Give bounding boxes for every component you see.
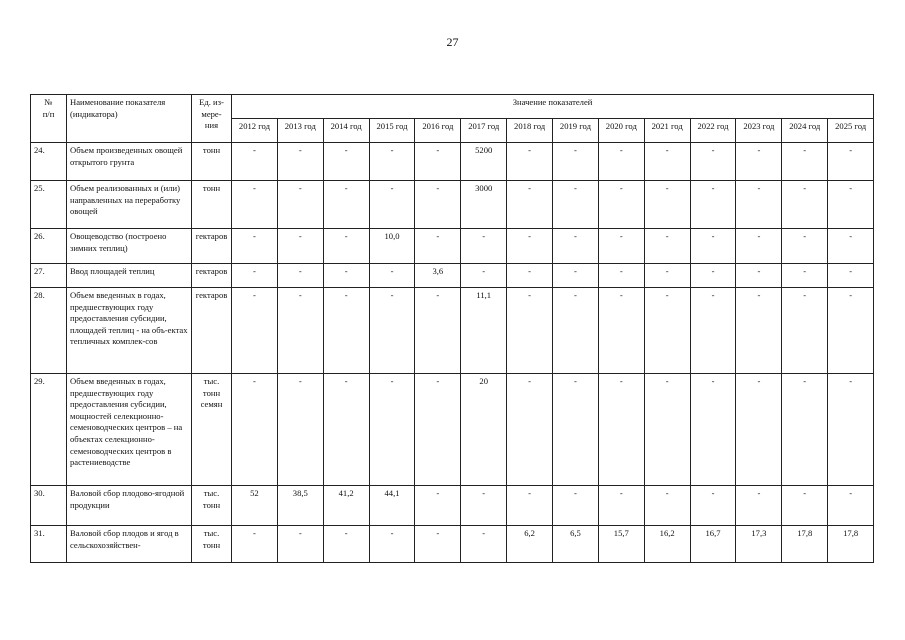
indicator-value: 52 xyxy=(232,486,278,526)
indicator-value: - xyxy=(232,181,278,229)
indicator-value: - xyxy=(369,526,415,563)
indicator-value: 6,5 xyxy=(553,526,599,563)
indicator-value: - xyxy=(644,374,690,486)
indicator-value: - xyxy=(232,374,278,486)
indicator-value: - xyxy=(736,143,782,181)
indicator-value: 16,7 xyxy=(690,526,736,563)
unit-of-measure: тонн xyxy=(192,181,232,229)
header-year: 2013 год xyxy=(277,119,323,143)
table-row xyxy=(31,181,874,229)
indicator-value: - xyxy=(828,486,874,526)
indicator-value: - xyxy=(553,374,599,486)
indicator-value: - xyxy=(598,143,644,181)
indicator-value: - xyxy=(782,181,828,229)
header-year: 2018 год xyxy=(507,119,553,143)
indicator-value: 16,2 xyxy=(644,526,690,563)
indicator-value: - xyxy=(598,486,644,526)
header-year: 2024 год xyxy=(782,119,828,143)
header-year: 2014 год xyxy=(323,119,369,143)
table-body xyxy=(31,143,874,563)
row-number: 30. xyxy=(31,486,67,526)
indicator-name: Валовой сбор плодово-ягодной продукции xyxy=(67,486,192,526)
indicator-value: - xyxy=(369,264,415,288)
indicator-name: Объем введенных в годах, предшествующих году предоставления субсидии, площадей теплиц - на объ-ектах тепличных комплек-сов xyxy=(67,288,192,374)
indicator-value: - xyxy=(415,288,461,374)
indicator-value: - xyxy=(507,486,553,526)
indicator-value: - xyxy=(277,143,323,181)
unit-of-measure: тонн xyxy=(192,143,232,181)
indicator-value: - xyxy=(323,526,369,563)
indicator-value: - xyxy=(369,181,415,229)
indicator-value: - xyxy=(782,288,828,374)
indicator-value: - xyxy=(232,229,278,264)
indicator-value: 17,8 xyxy=(828,526,874,563)
unit-of-measure: гектаров xyxy=(192,288,232,374)
indicator-value: - xyxy=(553,181,599,229)
indicator-value: - xyxy=(277,181,323,229)
indicator-value: - xyxy=(598,229,644,264)
indicator-value: - xyxy=(598,264,644,288)
indicator-value: 6,2 xyxy=(507,526,553,563)
indicator-value: - xyxy=(369,374,415,486)
indicator-value: 11,1 xyxy=(461,288,507,374)
indicator-value: - xyxy=(736,288,782,374)
indicator-value: - xyxy=(232,264,278,288)
indicator-value: - xyxy=(782,374,828,486)
indicator-value: 15,7 xyxy=(598,526,644,563)
table-row xyxy=(31,143,874,181)
indicator-value: - xyxy=(369,143,415,181)
indicators-table xyxy=(30,94,874,563)
indicator-value: - xyxy=(277,526,323,563)
indicator-value: - xyxy=(277,229,323,264)
indicator-name: Объем реализованных и (или) направленных на переработку овощей xyxy=(67,181,192,229)
header-year: 2023 год xyxy=(736,119,782,143)
indicator-value: - xyxy=(828,264,874,288)
indicator-value: 17,3 xyxy=(736,526,782,563)
indicator-value: 38,5 xyxy=(277,486,323,526)
indicator-value: - xyxy=(415,229,461,264)
unit-of-measure: тыс. тонн xyxy=(192,486,232,526)
indicator-value: - xyxy=(323,143,369,181)
indicator-value: - xyxy=(323,181,369,229)
indicator-value: - xyxy=(598,288,644,374)
row-number: 25. xyxy=(31,181,67,229)
indicator-value: 3000 xyxy=(461,181,507,229)
indicator-value: - xyxy=(232,526,278,563)
indicator-value: - xyxy=(736,374,782,486)
indicator-value: - xyxy=(644,486,690,526)
indicator-value: - xyxy=(277,374,323,486)
header-unit: Ед. из- мере- ния xyxy=(192,95,232,143)
header-year: 2016 год xyxy=(415,119,461,143)
indicator-value: - xyxy=(507,143,553,181)
unit-of-measure: гектаров xyxy=(192,264,232,288)
indicator-value: - xyxy=(415,374,461,486)
indicator-value: 17,8 xyxy=(782,526,828,563)
header-values: Значение показателей xyxy=(232,95,874,119)
header-year: 2025 год xyxy=(828,119,874,143)
table-row xyxy=(31,264,874,288)
header-year: 2020 год xyxy=(598,119,644,143)
indicator-value: - xyxy=(782,264,828,288)
indicator-value: - xyxy=(553,143,599,181)
indicator-value: - xyxy=(277,264,323,288)
indicator-value: - xyxy=(415,143,461,181)
page-number: 27 xyxy=(446,35,459,49)
indicator-value: - xyxy=(461,229,507,264)
indicator-value: - xyxy=(507,229,553,264)
indicator-name: Овощеводство (построено зимних теплиц) xyxy=(67,229,192,264)
table-row xyxy=(31,229,874,264)
indicator-value: 41,2 xyxy=(323,486,369,526)
indicator-value: - xyxy=(277,288,323,374)
header-year: 2017 год xyxy=(461,119,507,143)
indicator-value: - xyxy=(415,526,461,563)
indicator-value: 44,1 xyxy=(369,486,415,526)
indicator-value: - xyxy=(415,181,461,229)
indicator-value: - xyxy=(782,229,828,264)
indicator-value: - xyxy=(461,526,507,563)
indicator-value: 20 xyxy=(461,374,507,486)
header-name: Наименование показателя (индикатора) xyxy=(67,95,192,143)
indicator-value: - xyxy=(690,181,736,229)
indicator-value: - xyxy=(323,229,369,264)
indicator-value: - xyxy=(507,288,553,374)
indicator-value: 3,6 xyxy=(415,264,461,288)
indicator-value: - xyxy=(782,486,828,526)
indicator-value: - xyxy=(323,288,369,374)
indicator-value: - xyxy=(828,143,874,181)
row-number: 28. xyxy=(31,288,67,374)
indicator-name: Объем введенных в годах, предшествующих году предоставления субсидии, мощностей селекционно-семеноводческих центров – на объектах селекционно-семеноводческих центров в растениеводстве xyxy=(67,374,192,486)
indicator-value: - xyxy=(553,229,599,264)
indicator-value: - xyxy=(232,143,278,181)
indicator-name: Ввод площадей теплиц xyxy=(67,264,192,288)
indicator-value: - xyxy=(690,374,736,486)
indicator-value: - xyxy=(323,264,369,288)
indicator-value: - xyxy=(782,143,828,181)
indicator-value: 5200 xyxy=(461,143,507,181)
indicator-value: - xyxy=(736,229,782,264)
indicator-value: - xyxy=(553,288,599,374)
header-year: 2021 год xyxy=(644,119,690,143)
indicator-value: - xyxy=(690,264,736,288)
indicator-value: - xyxy=(553,486,599,526)
indicator-value: - xyxy=(644,181,690,229)
row-number: 24. xyxy=(31,143,67,181)
unit-of-measure: тыс. тонн xyxy=(192,526,232,563)
header-year: 2015 год xyxy=(369,119,415,143)
row-number: 27. xyxy=(31,264,67,288)
indicator-value: - xyxy=(690,486,736,526)
indicator-value: - xyxy=(598,181,644,229)
indicator-value: - xyxy=(690,229,736,264)
indicator-value: - xyxy=(736,264,782,288)
unit-of-measure: гектаров xyxy=(192,229,232,264)
indicator-value: - xyxy=(690,143,736,181)
table-row xyxy=(31,374,874,486)
indicator-value: - xyxy=(644,143,690,181)
indicator-name: Валовой сбор плодов и ягод в сельскохозяйствен- xyxy=(67,526,192,563)
row-number: 26. xyxy=(31,229,67,264)
indicator-value: - xyxy=(690,288,736,374)
indicator-value: - xyxy=(598,374,644,486)
indicator-value: - xyxy=(828,374,874,486)
header-year: 2019 год xyxy=(553,119,599,143)
indicator-value: - xyxy=(461,486,507,526)
indicator-value: - xyxy=(736,486,782,526)
indicator-value: - xyxy=(507,264,553,288)
table-row xyxy=(31,486,874,526)
indicator-value: - xyxy=(323,374,369,486)
row-number: 29. xyxy=(31,374,67,486)
unit-of-measure: тыс. тонн семян xyxy=(192,374,232,486)
header-num: № п/п xyxy=(31,95,67,143)
header-row xyxy=(31,95,874,119)
indicator-value: - xyxy=(828,229,874,264)
indicator-name: Объем произведенных овощей открытого грунта xyxy=(67,143,192,181)
table-row xyxy=(31,526,874,563)
indicator-value: - xyxy=(828,181,874,229)
header-year: 2022 год xyxy=(690,119,736,143)
indicator-value: 10,0 xyxy=(369,229,415,264)
indicator-value: - xyxy=(828,288,874,374)
indicator-value: - xyxy=(553,264,599,288)
indicator-value: - xyxy=(232,288,278,374)
indicator-value: - xyxy=(644,229,690,264)
indicator-value: - xyxy=(507,374,553,486)
indicator-value: - xyxy=(461,264,507,288)
indicator-value: - xyxy=(644,288,690,374)
header-year: 2012 год xyxy=(232,119,278,143)
indicator-value: - xyxy=(644,264,690,288)
row-number: 31. xyxy=(31,526,67,563)
indicator-value: - xyxy=(369,288,415,374)
indicator-value: - xyxy=(415,486,461,526)
indicator-value: - xyxy=(507,181,553,229)
indicator-value: - xyxy=(736,181,782,229)
table-row xyxy=(31,288,874,374)
